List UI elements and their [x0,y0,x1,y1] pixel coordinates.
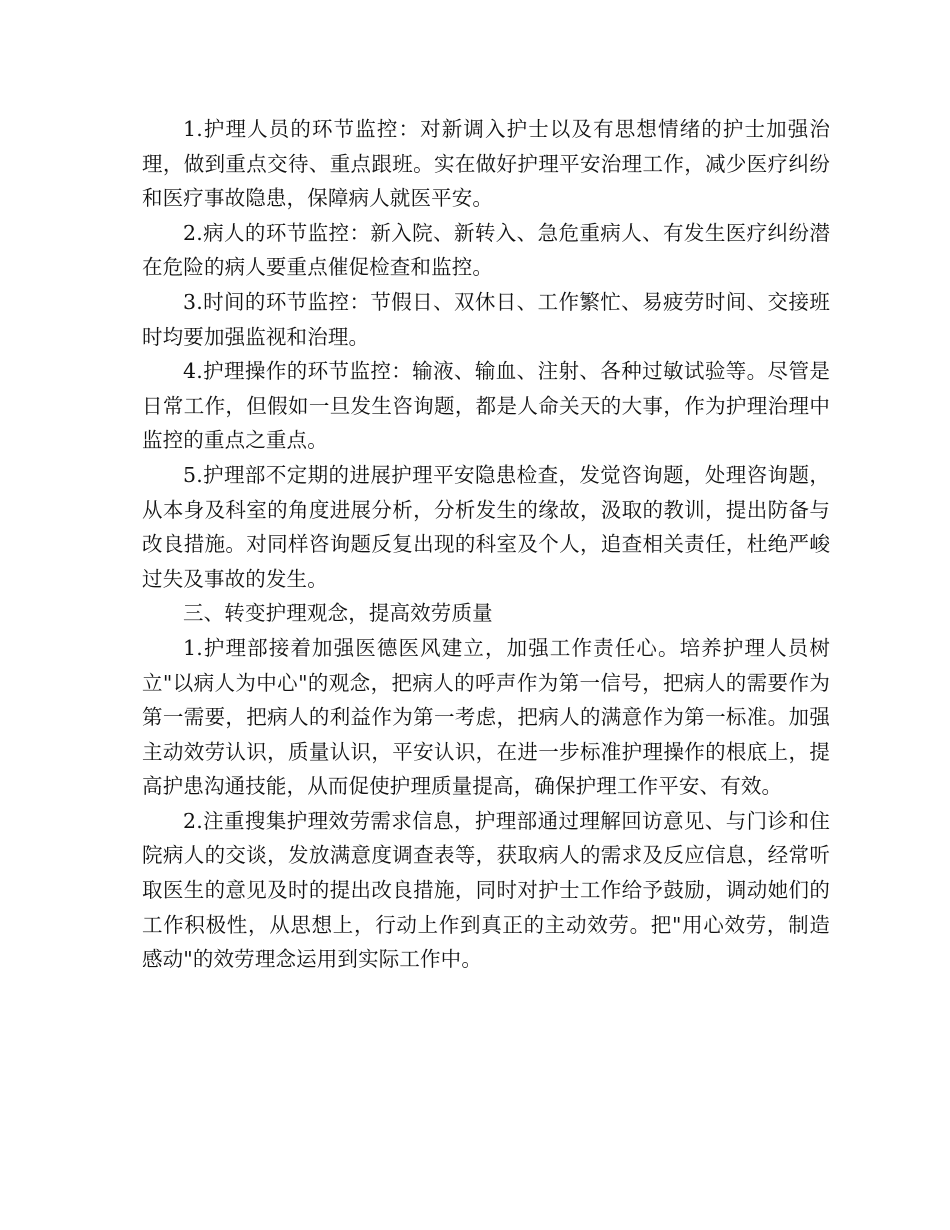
paragraph-patient-monitoring: 2.病人的环节监控：新入院、新转入、急危重病人、有发生医疗纠纷潜在危险的病人要重点催促检查和监控。 [142,220,830,280]
paragraph-ethics-responsibility: 1.护理部接着加强医德医风建立，加强工作责任心。培养护理人员树立"以病人为中心"的观念，把病人的呼声作为第一信号，把病人的需要作为第一需要，把病人的利益作为第一考虑，把病人的满意作为第一标准。加强主动效劳认识，质量认识，平安认识，在进一步标准护理操作的根底上，提高护患沟通技能，从而促使护理质量提高，确保护理工作平安、有效。 [142,635,830,799]
document-body [142,112,830,977]
paragraph-operation-monitoring: 4.护理操作的环节监控：输液、输血、注射、各种过敏试验等。尽管是日常工作，但假如一旦发生咨询题，都是人命关天的大事，作为护理治理中监控的重点之重点。 [142,359,830,453]
paragraph-nurse-staff-monitoring: 1.护理人员的环节监控：对新调入护士以及有思想情绪的护士加强治理，做到重点交待、重点跟班。实在做好护理平安治理工作，减少医疗纠纷和医疗事故隐患，保障病人就医平安。 [142,117,830,211]
section-heading: 三、转变护理观念，提高效劳质量 [183,601,493,626]
paragraph-safety-inspection: 5.护理部不定期的进展护理平安隐患检查，发觉咨询题，处理咨询题，从本身及科室的角度进展分析，分析发生的缘故，汲取的教训，提出防备与改良措施。对同样咨询题反复出现的科室及个人，追查相关责任，杜绝严峻过失及事故的发生。 [142,462,830,591]
paragraph-service-feedback: 2.注重搜集护理效劳需求信息，护理部通过理解回访意见、与门诊和住院病人的交谈，发放满意度调查表等，获取病人的需求及反应信息，经常听取医生的意见及时的提出改良措施，同时对护士工作给予鼓励，调动她们的工作积极性，从思想上，行动上作到真正的主动效劳。把"用心效劳，制造感动"的效劳理念运用到实际工作中。 [142,808,830,972]
paragraph-time-monitoring: 3.时间的环节监控：节假日、双休日、工作繁忙、易疲劳时间、交接班时均要加强监视和治理。 [142,289,830,349]
